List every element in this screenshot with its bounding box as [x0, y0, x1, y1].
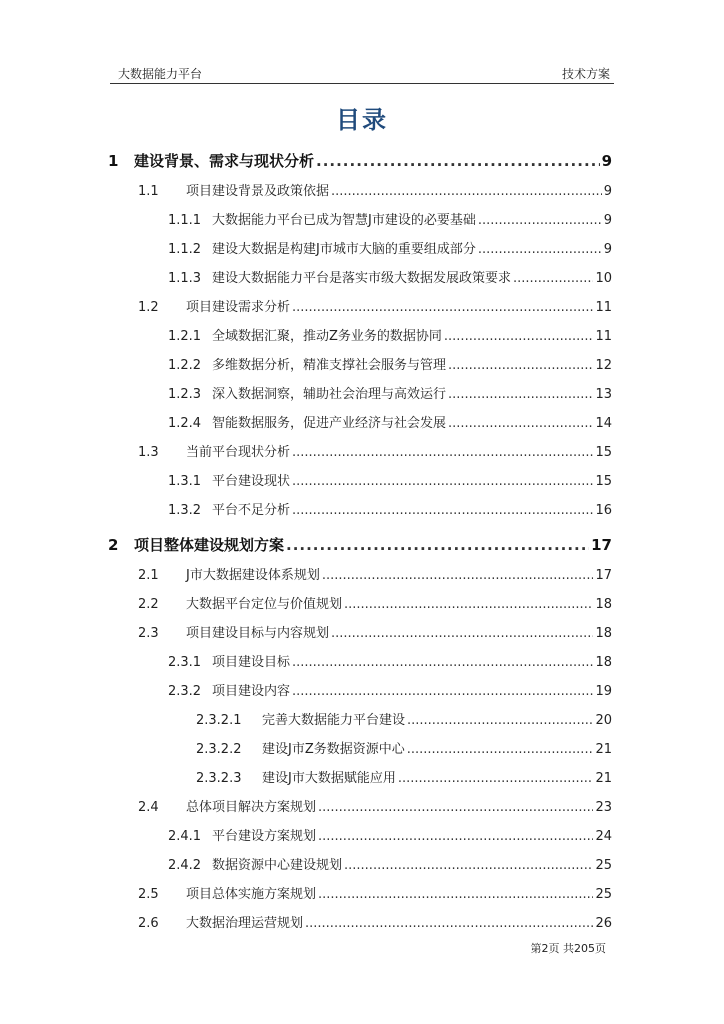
toc-dot-leader [478, 213, 602, 228]
toc-dot-leader [344, 597, 593, 612]
toc-entry-title: 项目建设目标 [212, 655, 291, 670]
toc-entry-page-number: 12 [595, 358, 612, 373]
toc-entry-level-4[interactable] [108, 767, 612, 796]
toc-entry-title: 多维数据分析，精准支撑社会服务与管理 [212, 358, 447, 373]
toc-entry-title: 项目建设目标与内容规划 [186, 626, 330, 641]
table-of-contents [108, 150, 612, 941]
toc-entry-title: 智能数据服务，促进产业经济与社会发展 [212, 416, 447, 431]
toc-entry-number: 2.3.2 [168, 684, 202, 699]
toc-entry-page-number: 10 [595, 271, 612, 286]
toc-entry-page-number: 9 [603, 184, 612, 199]
toc-entry-level-2[interactable] [108, 296, 612, 325]
toc-entry-number: 1.1.1 [168, 213, 202, 228]
toc-dot-leader [448, 387, 593, 402]
toc-entry-level-3[interactable] [108, 238, 612, 267]
toc-entry-title: 项目建设需求分析 [186, 300, 291, 315]
toc-dot-leader [318, 829, 593, 844]
toc-entry-title: 总体项目解决方案规划 [186, 800, 317, 815]
toc-dot-leader [292, 300, 593, 315]
toc-entry-page-number: 24 [595, 829, 612, 844]
toc-dot-leader [344, 858, 593, 873]
toc-entry-page-number: 9 [603, 242, 612, 257]
page-header [110, 63, 614, 84]
toc-entry-level-3[interactable] [108, 825, 612, 854]
toc-entry-title: 大数据平台定位与价值规划 [186, 597, 343, 612]
toc-entry-page-number: 15 [595, 474, 612, 489]
toc-entry-number: 2 [108, 536, 119, 554]
toc-entry-title: 建设J市大数据赋能应用 [262, 771, 396, 786]
toc-entry-number: 1.2.4 [168, 416, 202, 431]
toc-dot-leader [331, 184, 602, 199]
toc-entry-number: 2.3 [138, 626, 159, 641]
toc-entry-level-2[interactable] [108, 593, 612, 622]
toc-entry-title: 建设大数据是构建J市城市大脑的重要组成部分 [212, 242, 476, 257]
toc-entry-page-number: 17 [595, 568, 612, 583]
toc-entry-page-number: 26 [595, 916, 612, 931]
toc-entry-level-3[interactable] [108, 383, 612, 412]
toc-entry-number: 2.3.2.2 [196, 742, 242, 757]
toc-entry-number: 2.4.1 [168, 829, 202, 844]
toc-entry-level-3[interactable] [108, 470, 612, 499]
toc-entry-title: 项目整体建设规划方案 [134, 536, 285, 554]
header-doc-name: 大数据能力平台 [118, 67, 203, 81]
toc-dot-leader [448, 416, 593, 431]
toc-entry-page-number: 11 [595, 300, 612, 315]
toc-entry-title: 数据资源中心建设规划 [212, 858, 343, 873]
toc-entry-page-number: 19 [595, 684, 612, 699]
toc-entry-page-number: 9 [601, 152, 612, 170]
toc-entry-page-number: 18 [595, 597, 612, 612]
toc-entry-page-number: 11 [595, 329, 612, 344]
toc-entry-number: 1.2 [138, 300, 159, 315]
toc-entry-title: 建设背景、需求与现状分析 [134, 152, 315, 170]
toc-entry-level-4[interactable] [108, 738, 612, 767]
toc-entry-number: 2.4.2 [168, 858, 202, 873]
toc-entry-page-number: 25 [595, 858, 612, 873]
toc-entry-title: 全域数据汇聚，推动Z务业务的数据协同 [212, 329, 442, 344]
toc-dot-leader [448, 358, 593, 373]
toc-entry-page-number: 21 [595, 771, 612, 786]
toc-title: 目录 [336, 106, 388, 134]
toc-dot-leader [286, 536, 589, 554]
toc-entry-level-2[interactable] [108, 180, 612, 209]
toc-entry-title: 完善大数据能力平台建设 [262, 713, 406, 728]
toc-entry-title: 平台建设方案规划 [212, 829, 317, 844]
toc-entry-level-3[interactable] [108, 680, 612, 709]
toc-entry-page-number: 13 [595, 387, 612, 402]
toc-entry-page-number: 18 [595, 626, 612, 641]
toc-entry-level-3[interactable] [108, 499, 612, 528]
toc-entry-title: 建设J市Z务数据资源中心 [262, 742, 405, 757]
toc-dot-leader [292, 503, 593, 518]
toc-dot-leader [316, 152, 600, 170]
toc-dot-leader [292, 474, 593, 489]
toc-entry-page-number: 9 [603, 213, 612, 228]
toc-entry-number: 2.3.2.3 [196, 771, 242, 786]
page-footer: 第2页 共205页 [530, 942, 606, 955]
toc-dot-leader [407, 742, 594, 757]
toc-entry-number: 2.5 [138, 887, 159, 902]
toc-dot-leader [322, 568, 594, 583]
toc-entry-title: 项目总体实施方案规划 [186, 887, 317, 902]
toc-entry-number: 1.1 [138, 184, 159, 199]
toc-entry-title: 当前平台现状分析 [186, 445, 291, 460]
toc-entry-level-2[interactable] [108, 883, 612, 912]
toc-entry-level-2[interactable] [108, 912, 612, 941]
toc-entry-number: 1.2.2 [168, 358, 202, 373]
toc-entry-title: 平台不足分析 [212, 503, 291, 518]
toc-entry-title: 大数据能力平台已成为智慧J市建设的必要基础 [212, 213, 476, 228]
toc-entry-level-2[interactable] [108, 622, 612, 651]
toc-entry-page-number: 20 [595, 713, 612, 728]
toc-entry-level-2[interactable] [108, 564, 612, 593]
toc-entry-number: 2.4 [138, 800, 159, 815]
toc-entry-page-number: 18 [595, 655, 612, 670]
toc-entry-page-number: 25 [595, 887, 612, 902]
toc-entry-title: J市大数据建设体系规划 [186, 568, 320, 583]
toc-dot-leader [478, 242, 602, 257]
toc-entry-level-2[interactable] [108, 441, 612, 470]
toc-entry-level-3[interactable] [108, 325, 612, 354]
toc-dot-leader [331, 626, 593, 641]
toc-entry-number: 1.2.3 [168, 387, 202, 402]
toc-entry-title: 大数据治理运营规划 [186, 916, 304, 931]
toc-entry-page-number: 16 [595, 503, 612, 518]
toc-dot-leader [292, 684, 593, 699]
toc-dot-leader [513, 271, 593, 286]
toc-entry-number: 1.1.2 [168, 242, 202, 257]
toc-dot-leader [305, 916, 593, 931]
toc-entry-number: 2.6 [138, 916, 159, 931]
toc-entry-level-3[interactable] [108, 267, 612, 296]
header-doc-type: 技术方案 [561, 67, 610, 81]
toc-entry-level-3[interactable] [108, 354, 612, 383]
toc-dot-leader [318, 887, 593, 902]
toc-entry-number: 2.3.2.1 [196, 713, 242, 728]
toc-entry-page-number: 23 [595, 800, 612, 815]
toc-entry-number: 1.2.1 [168, 329, 202, 344]
toc-entry-level-3[interactable] [108, 651, 612, 680]
toc-entry-number: 2.2 [138, 597, 159, 612]
toc-dot-leader [292, 655, 593, 670]
toc-entry-number: 1.3.1 [168, 474, 202, 489]
toc-entry-level-3[interactable] [108, 854, 612, 883]
toc-entry-number: 2.1 [138, 568, 159, 583]
toc-entry-title: 项目建设内容 [212, 684, 291, 699]
toc-dot-leader [444, 329, 594, 344]
toc-dot-leader [318, 800, 593, 815]
toc-dot-leader [292, 445, 593, 460]
toc-entry-number: 2.3.1 [168, 655, 202, 670]
toc-entry-title: 平台建设现状 [212, 474, 291, 489]
toc-entry-number: 1.3 [138, 445, 159, 460]
toc-entry-page-number: 17 [591, 536, 612, 554]
toc-dot-leader [398, 771, 594, 786]
toc-entry-level-2[interactable] [108, 796, 612, 825]
toc-entry-level-4[interactable] [108, 709, 612, 738]
toc-entry-title: 项目建设背景及政策依据 [186, 184, 330, 199]
toc-entry-level-1[interactable] [108, 150, 612, 180]
toc-entry-level-3[interactable] [108, 209, 612, 238]
toc-entry-number: 1.3.2 [168, 503, 202, 518]
toc-entry-title: 建设大数据能力平台是落实市级大数据发展政策要求 [212, 271, 512, 286]
toc-entry-page-number: 15 [595, 445, 612, 460]
toc-entry-title: 深入数据洞察，辅助社会治理与高效运行 [212, 387, 447, 402]
toc-entry-number: 1 [108, 152, 119, 170]
toc-entry-page-number: 21 [595, 742, 612, 757]
toc-entry-level-3[interactable] [108, 412, 612, 441]
toc-entry-level-1[interactable] [108, 534, 612, 564]
toc-dot-leader [407, 713, 593, 728]
toc-entry-page-number: 14 [595, 416, 612, 431]
toc-entry-number: 1.1.3 [168, 271, 202, 286]
